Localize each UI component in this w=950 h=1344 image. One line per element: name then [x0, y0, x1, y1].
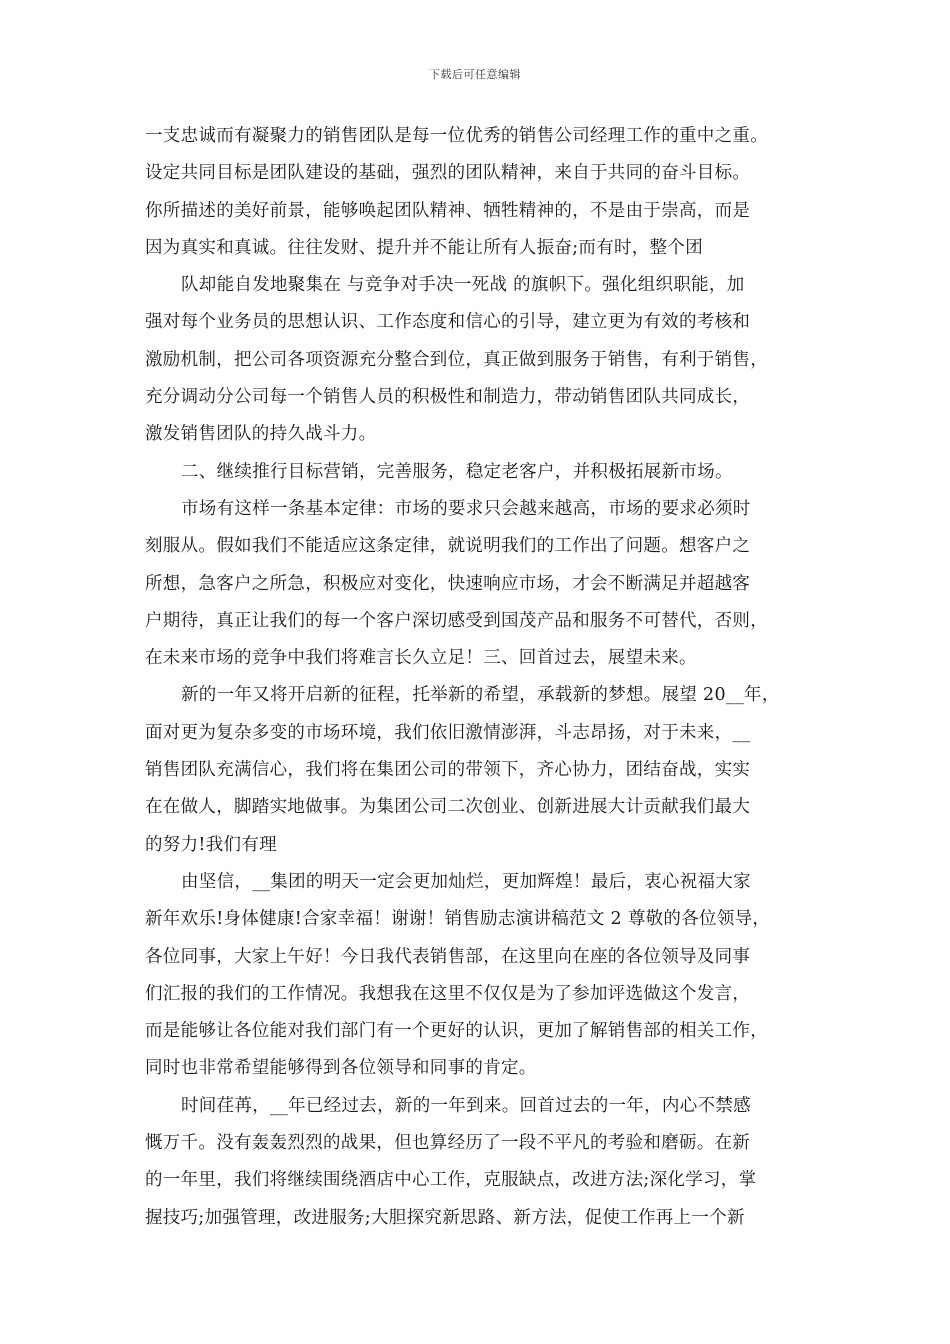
text-line: 而是能够让各位能对我们部门有一个更好的认识，更加了解销售部的相关工作， — [145, 1021, 768, 1042]
text-line: 户期待，真正让我们的每一个客户深切感受到国茂产品和服务不可替代，否则， — [145, 610, 768, 631]
text-line: 所想，急客户之所急，积极应对变化，快速响应市场，才会不断满足并超越客 — [145, 573, 751, 594]
text-line: 队却能自发地聚集在 与竞争对手决一死战 的旗帜下。强化组织职能，加 — [181, 275, 745, 296]
text-line: 的努力!我们有理 — [145, 834, 277, 855]
text-line: 各位同事，大家上午好！今日我代表销售部，在这里向在座的各位领导及同事 — [145, 946, 751, 967]
text-line: 销售团队充满信心，我们将在集团公司的带领下，齐心协力，团结奋战，实实 — [145, 760, 751, 781]
text-line: 在在做人，脚踏实地做事。为集团公司二次创业、创新进展大计贡献我们最大 — [145, 797, 751, 818]
text-line: 的一年里，我们将继续围绕酒店中心工作，克服缺点，改进方法;深化学习，掌 — [145, 1170, 757, 1191]
text-line: 激发销售团队的持久战斗力。 — [145, 424, 377, 445]
text-line: 新年欢乐!身体健康!合家幸福！谢谢！销售励志演讲稿范文 2 尊敬的各位领导， — [145, 909, 771, 930]
text-line: 新的一年又将开启新的征程，托举新的希望，承载新的梦想。展望 20__年， — [181, 685, 780, 706]
text-line: 在未来市场的竞争中我们将难言长久立足！三、回首过去，展望未来。 — [145, 648, 697, 669]
text-line: 市场有这样一条基本定律：市场的要求只会越来越高，市场的要求必须时 — [181, 498, 751, 519]
document-body — [145, 118, 810, 1237]
page-header: 下载后可任意编辑 — [429, 68, 521, 81]
text-line: 激励机制，把公司各项资源充分整合到位，真正做到服务于销售，有利于销售， — [145, 349, 768, 370]
text-line: 因为真实和真诚。往往发财、提升并不能让所有人振奋;而有时，整个团 — [145, 237, 703, 258]
text-line: 慨万千。没有轰轰烈烈的战果，但也算经历了一段不平凡的考验和磨砺。在新 — [145, 1133, 751, 1154]
text-line: 你所描述的美好前景，能够唤起团队精神、牺牲精神的，不是由于崇高，而是 — [145, 200, 751, 221]
text-line: 一支忠诚而有凝聚力的销售团队是每一位优秀的销售公司经理工作的重中之重。 — [145, 126, 768, 146]
text-line: 二、继续推行目标营销，完善服务，稳定老客户，并积极拓展新市场。 — [181, 461, 733, 482]
text-line: 时间荏苒，__年已经过去，新的一年到来。回首过去的一年，内心不禁感 — [181, 1095, 751, 1116]
text-line: 设定共同目标是团队建设的基础，强烈的团队精神，来自于共同的奋斗目标。 — [145, 163, 751, 184]
text-line: 强对每个业务员的思想认识、工作态度和信心的引导，建立更为有效的考核和 — [145, 312, 751, 333]
text-line: 由坚信，__集团的明天一定会更加灿烂，更加辉煌！最后，衷心祝福大家 — [181, 871, 751, 892]
text-line: 们汇报的我们的工作情况。我想我在这里不仅仅是为了参加评选做这个发言， — [145, 983, 751, 1004]
text-line: 面对更为复杂多变的市场环境，我们依旧激情澎湃，斗志昂扬，对于未来，__ — [145, 722, 751, 743]
text-line: 刻服从。假如我们不能适应这条定律，就说明我们的工作出了问题。想客户之 — [145, 536, 751, 557]
text-line: 同时也非常希望能够得到各位领导和同事的肯定。 — [145, 1058, 537, 1079]
text-line: 握技巧;加强管理，改进服务;大胆探究新思路、新方法，促使工作再上一个新 — [145, 1207, 745, 1228]
text-line: 充分调动分公司每一个销售人员的积极性和制造力，带动销售团队共同成长， — [145, 387, 751, 408]
